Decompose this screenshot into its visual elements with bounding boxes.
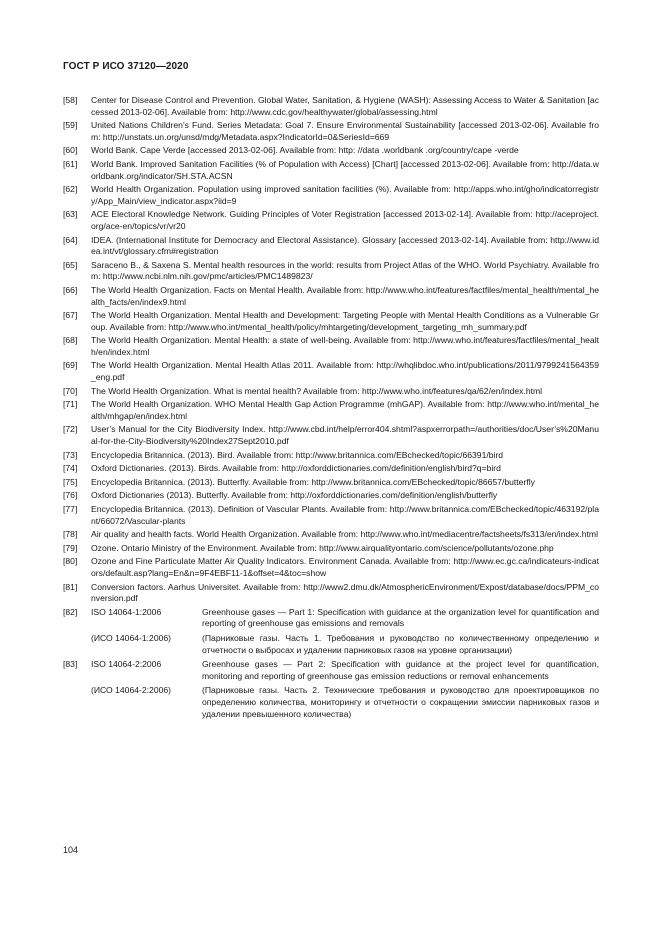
- reference-number: [74]: [63, 463, 78, 474]
- reference-number: [59]: [63, 120, 78, 131]
- standard-code: (ИСО 14064-2:2006): [91, 685, 172, 696]
- iso-reference-item: [63, 685, 599, 720]
- reference-text: The World Health Organization. Mental Health: a state of well-being. Available from: http://www.who.int/features/factfiles/mental_health/en/index.html: [91, 335, 599, 357]
- reference-number: [66]: [63, 284, 78, 295]
- standard-title: (Парниковые газы. Часть 2. Технические требования и руководство для проектировщиков по определению количества, мониторингу и отчетности о сокращении эмиссии парниковых газов и удалении превышенного количества): [202, 685, 599, 719]
- reference-item: [63, 95, 599, 118]
- reference-item: [63, 543, 599, 555]
- page-number: 104: [63, 845, 79, 855]
- reference-number: [81]: [63, 581, 78, 592]
- reference-item: [63, 424, 599, 447]
- reference-number: [82]: [63, 606, 78, 617]
- reference-number: [72]: [63, 424, 78, 435]
- reference-number: [78]: [63, 529, 78, 540]
- reference-text: Air quality and health facts. World Health Organization. Available from: http://www.who.int/mediacentre/factsheets/fs313/en/index.html: [91, 529, 598, 540]
- reference-text: Ozone. Ontario Ministry of the Environment. Available from: http://www.airqualityontario.com/science/pollutants/ozone.php: [91, 542, 554, 553]
- reference-text: Encyclopedia Britannica. (2013). Bird. Available from: http://www.britannica.com/EBchecked/topic/66391/bird: [91, 449, 504, 460]
- reference-item: [63, 386, 599, 398]
- reference-text: World Bank. Cape Verde [accessed 2013-02-06]. Available from: http: //data .worldbank .org/country/cape -verde: [91, 145, 519, 156]
- reference-number: [70]: [63, 385, 78, 396]
- iso-reference-entries: [63, 607, 599, 720]
- reference-item: [63, 209, 599, 232]
- reference-item: [63, 360, 599, 383]
- reference-number: [77]: [63, 504, 78, 514]
- reference-number: [67]: [63, 310, 78, 321]
- standard-code: ISO 14064-1:2006: [91, 606, 162, 617]
- reference-item: [63, 159, 599, 182]
- reference-number: [65]: [63, 259, 78, 270]
- reference-text: Center for Disease Control and Prevention. Global Water, Sanitation, & Hygiene (WASH): Assessing Access to Water & Sanitation [accessed 2013-02-06]. Available from: http://www.cdc.gov/healthywater/global/assessing.html: [91, 95, 599, 117]
- reference-item: [63, 556, 599, 579]
- reference-number: [76]: [63, 490, 78, 501]
- reference-number: [63, 633, 91, 656]
- reference-number: [73]: [63, 449, 78, 460]
- reference-number: [83]: [63, 659, 78, 670]
- reference-item: [63, 529, 599, 541]
- reference-text: ACE Electoral Knowledge Network. Guiding Principles of Voter Registration [accessed 2013-02-14]. Available from: http://aceproject.org/ace-en/topics/vr/vr20: [91, 209, 599, 231]
- reference-text: Conversion factors. Aarhus Universitet. Available from: http://www2.dmu.dk/AtmosphericEnvironment/Expost/database/docs/PPM_conversion.pdf: [91, 581, 599, 604]
- reference-text: User’s Manual for the City Biodiversity Index. http://www.cbd.int/help/error404.shtml?aspxerrorpath=/authorities/doc/User’s%20Manual-for-the-City-Biodiversity%20Index27Sept2010.pdf: [91, 424, 599, 447]
- reference-number: [61]: [63, 158, 78, 169]
- reference-text: Oxford Dictionaries. (2013). Birds. Available from: http://oxforddictionaries.com/definition/english/bird?q=bird: [91, 463, 501, 474]
- reference-item: [63, 235, 599, 258]
- reference-text: The World Health Organization. WHO Mental Health Gap Action Programme (mhGAP). Available from: http://www.who.int/mental_health/mhgap/en/index.html: [91, 399, 599, 421]
- reference-number: [69]: [63, 360, 78, 371]
- reference-number: [71]: [63, 399, 78, 410]
- iso-reference-item: [63, 633, 599, 656]
- reference-number: [68]: [63, 335, 78, 346]
- reference-item: [63, 582, 599, 605]
- reference-item: [63, 450, 599, 462]
- reference-number: [63]: [63, 209, 78, 220]
- standard-code: ISO 14064-2:2006: [91, 659, 162, 670]
- reference-text: Oxford Dictionaries (2013). Butterfly. Available from: http://oxforddictionaries.com/definition/english/butterfly: [91, 490, 498, 501]
- iso-reference-item: [63, 659, 599, 682]
- reference-item: [63, 145, 599, 157]
- reference-item: [63, 477, 599, 489]
- reference-text: Encyclopedia Britannica. (2013). Butterfly. Available from: http://www.britannica.com/EBchecked/topic/86657/butterfly: [91, 476, 535, 487]
- reference-entries: [63, 95, 599, 605]
- standard-title: Greenhouse gases — Part 1: Specification with guidance at the organization level for quantification and reporting of greenhouse gas emissions and removals: [202, 606, 599, 629]
- reference-item: [63, 490, 599, 502]
- document-header: ГОСТ Р ИСО 37120—2020: [63, 61, 189, 72]
- reference-text: World Health Organization. Population using improved sanitation facilities (%). Available from: http://apps.who.int/gho/indicatorregistry/App_Main/view_indicator.aspx?iid=9: [91, 184, 599, 206]
- reference-item: [63, 285, 599, 308]
- standard-title: Greenhouse gases — Part 2: Specification with guidance at the project level for quantification, monitoring and reporting of greenhouse gas emission reductions or removal enhancements: [202, 659, 599, 681]
- reference-text: The World Health Organization. Mental Health and Development: Targeting People with Mental Health Conditions as a Vulnerable Group. Available from: http://www.who.int/mental_health/policy/mhtargeting/development_targeting_mh_summary.pdf: [91, 310, 599, 332]
- reference-number: [58]: [63, 95, 78, 105]
- reference-number: [80]: [63, 556, 78, 567]
- reference-text: World Bank. Improved Sanitation Facilities (% of Population with Access) [Chart] [accessed 2013-02-06]. Available from: http://data.worldbank.org/indicator/SH.STA.ACSN: [91, 158, 599, 181]
- reference-number: [63, 685, 91, 720]
- reference-item: [63, 260, 599, 283]
- standard-title: (Парниковые газы. Часть 1. Требования и руководство по количественному определению и отчетности о выбросах и удалении парниковых газов на уровне организации): [202, 632, 599, 655]
- reference-item: [63, 335, 599, 358]
- reference-number: [64]: [63, 234, 78, 245]
- reference-item: [63, 504, 599, 527]
- bibliography-list: [63, 95, 599, 723]
- reference-text: The World Health Organization. Facts on Mental Health. Available from: http://www.who.int/features/factfiles/mental_health/mental_health_facts/en/index9.html: [91, 284, 599, 307]
- standard-code: (ИСО 14064-1:2006): [91, 632, 172, 643]
- iso-reference-item: [63, 607, 599, 630]
- reference-text: The World Health Organization. Mental Health Atlas 2011. Available from: http://whqlibdoc.who.int/publications/2011/9799241564359_eng.pdf: [91, 360, 599, 383]
- reference-number: [75]: [63, 476, 78, 487]
- reference-item: [63, 463, 599, 475]
- reference-item: [63, 310, 599, 333]
- reference-item: [63, 184, 599, 207]
- reference-number: [60]: [63, 145, 78, 156]
- reference-text: IDEA. (International Institute for Democracy and Electoral Assistance). Glossary [accessed 2013-02-14]. Available from: http://www.idea.int/vt/glossary.cfm#registration: [91, 234, 599, 257]
- reference-text: Ozone and Fine Particulate Matter Air Quality Indicators. Environment Canada. Available from: http://www.ec.gc.ca/indicateurs-indicators/default.asp?lang=En&n=9F4EBF11-1&offset=4&toc=show: [91, 556, 599, 578]
- reference-text: United Nations Children’s Fund. Series Metadata: Goal 7. Ensure Environmental Sustainability [accessed 2013-02-06]. Available from: http://unstats.un.org/unsd/mdg/Metadata.aspx?IndicatorId=0&SeriesId=669: [91, 120, 599, 142]
- reference-item: [63, 120, 599, 143]
- reference-text: Saraceno B., & Saxena S. Mental health resources in the world: results from Project Atlas of the WHO. World Psychiatry. Available from: http://www.ncbi.nlm.nih.gov/pmc/articles/PMC1489823/: [91, 259, 599, 282]
- reference-number: [79]: [63, 542, 78, 553]
- reference-text: Encyclopedia Britannica. (2013). Definition of Vascular Plants. Available from: http://www.britannica.com/EBchecked/topic/463192/plant/66072/Vascular-plants: [91, 504, 599, 526]
- reference-item: [63, 399, 599, 422]
- reference-text: The World Health Organization. What is mental health? Available from: http://www.who.int/features/qa/62/en/index.html: [91, 385, 543, 396]
- reference-number: [62]: [63, 184, 78, 195]
